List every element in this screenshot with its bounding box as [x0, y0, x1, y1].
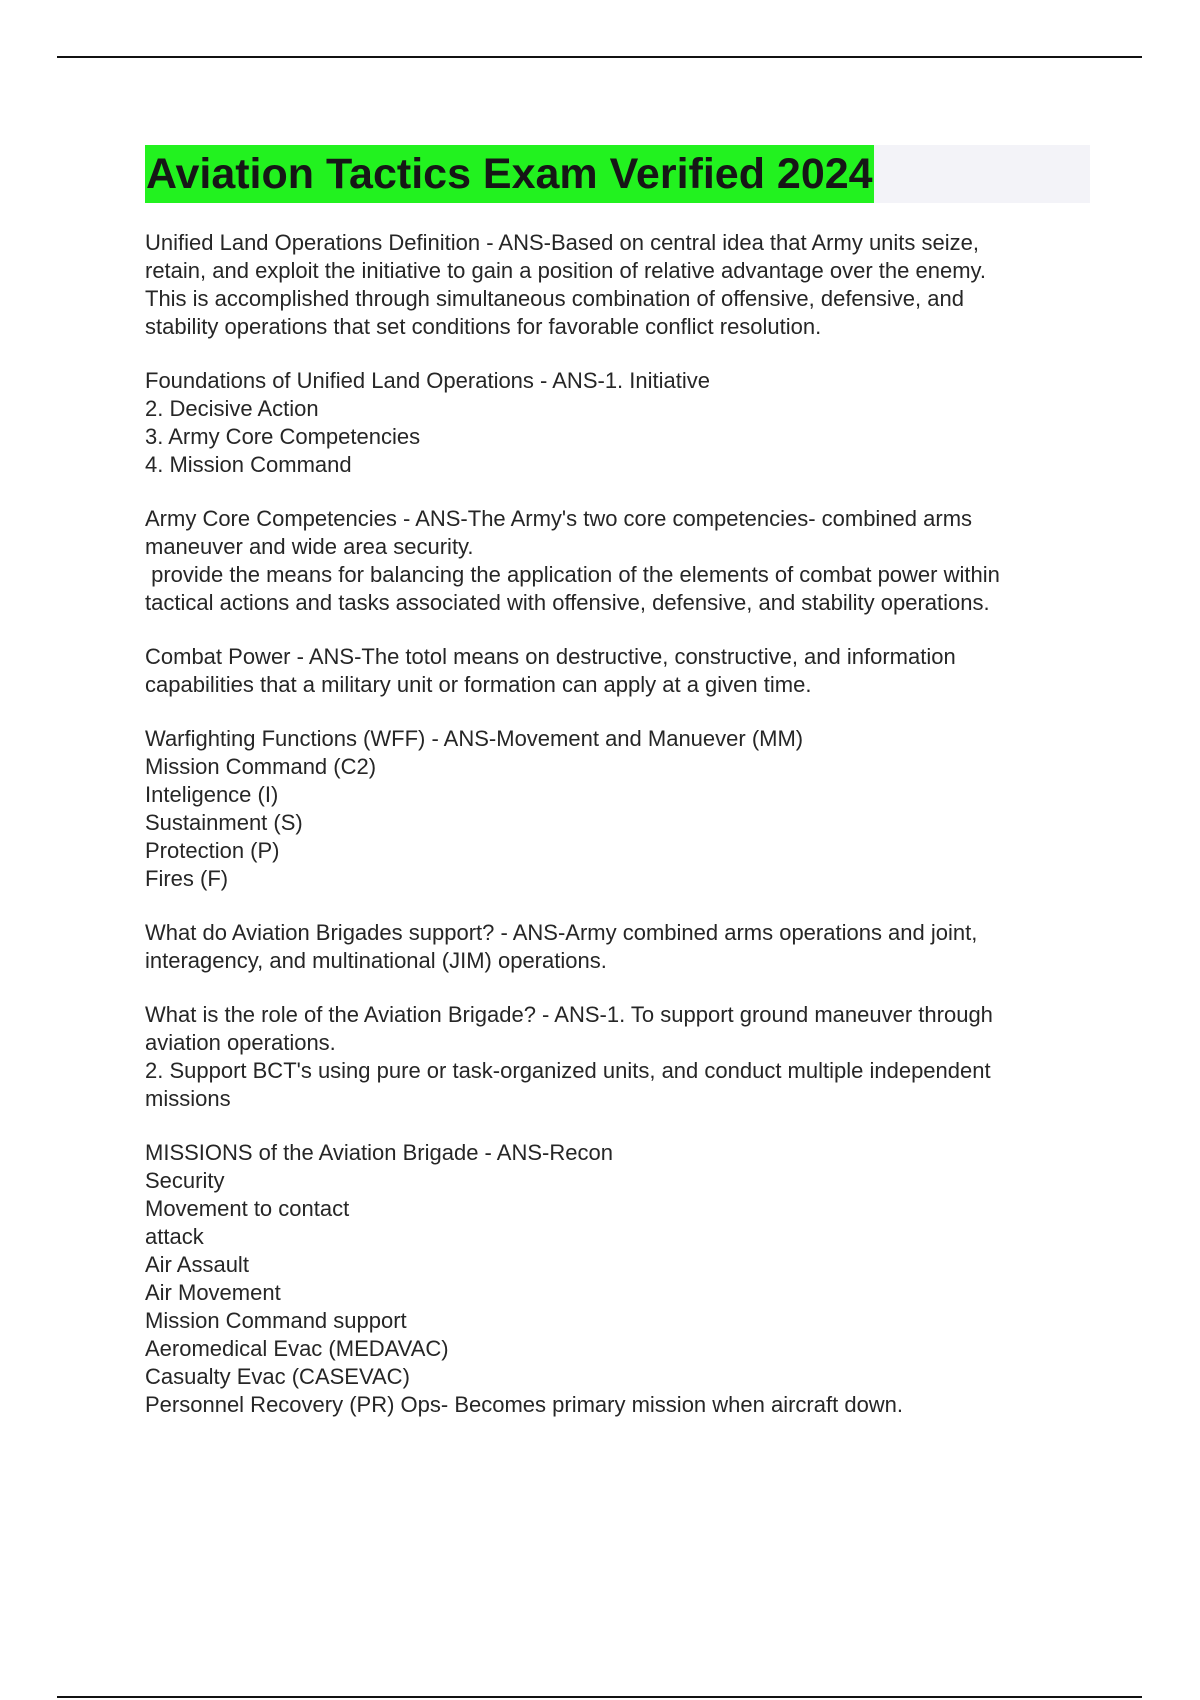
qa-line: MISSIONS of the Aviation Brigade - ANS-Recon [145, 1140, 613, 1165]
qa-entry [145, 643, 1090, 699]
qa-entry [145, 229, 1090, 341]
qa-line: What do Aviation Brigades support? - ANS-Army combined arms operations and joint, [145, 920, 978, 945]
qa-line: Foundations of Unified Land Operations - ANS-1. Initiative [145, 368, 710, 393]
page-title: Aviation Tactics Exam Verified 2024 [145, 145, 874, 203]
qa-line: Protection (P) [145, 838, 280, 863]
qa-line: 2. Decisive Action [145, 396, 319, 421]
qa-entry [145, 1139, 1090, 1419]
qa-line: Sustainment (S) [145, 810, 303, 835]
qa-line: Air Assault [145, 1252, 249, 1277]
qa-line: tactical actions and tasks associated with offensive, defensive, and stability operations. [145, 590, 990, 615]
qa-line: Fires (F) [145, 866, 229, 891]
qa-entry [145, 919, 1090, 975]
qa-line: Unified Land Operations Definition - ANS-Based on central idea that Army units seize, [145, 230, 980, 255]
qa-line: Inteligence (I) [145, 782, 279, 807]
qa-entry [145, 505, 1090, 617]
qa-line: This is accomplished through simultaneous combination of offensive, defensive, and [145, 286, 964, 311]
qa-line: Air Movement [145, 1280, 281, 1305]
qa-line: capabilities that a military unit or formation can apply at a given time. [145, 672, 812, 697]
qa-line: Aeromedical Evac (MEDAVAC) [145, 1336, 449, 1361]
document-body [145, 145, 1090, 1445]
qa-line: interagency, and multinational (JIM) operations. [145, 948, 607, 973]
qa-line: retain, and exploit the initiative to gain a position of relative advantage over the enemy. [145, 258, 987, 283]
top-rule [57, 56, 1142, 58]
qa-line: Army Core Competencies - ANS-The Army's two core competencies- combined arms [145, 506, 973, 531]
qa-line: Security [145, 1168, 225, 1193]
qa-list [145, 229, 1090, 1419]
qa-line: stability operations that set conditions for favorable conflict resolution. [145, 314, 822, 339]
qa-line: attack [145, 1224, 204, 1249]
qa-line: Warfighting Functions (WFF) - ANS-Movement and Manuever (MM) [145, 726, 804, 751]
qa-line: What is the role of the Aviation Brigade? - ANS-1. To support ground maneuver through [145, 1002, 993, 1027]
qa-entry [145, 367, 1090, 479]
qa-line: Mission Command support [145, 1308, 407, 1333]
qa-entry [145, 1001, 1090, 1113]
qa-line: Combat Power - ANS-The totol means on destructive, constructive, and information [145, 644, 956, 669]
qa-line: missions [145, 1086, 231, 1111]
qa-line: aviation operations. [145, 1030, 336, 1055]
qa-line: Movement to contact [145, 1196, 350, 1221]
qa-entry [145, 725, 1090, 893]
qa-line: Mission Command (C2) [145, 754, 377, 779]
bottom-rule [57, 1696, 1142, 1698]
qa-line: 2. Support BCT's using pure or task-organized units, and conduct multiple independent [145, 1058, 991, 1083]
qa-line: maneuver and wide area security. [145, 534, 474, 559]
qa-line: provide the means for balancing the application of the elements of combat power within [145, 562, 1000, 587]
qa-line: 4. Mission Command [145, 452, 352, 477]
qa-line: Casualty Evac (CASEVAC) [145, 1364, 410, 1389]
qa-line: 3. Army Core Competencies [145, 424, 421, 449]
qa-line: Personnel Recovery (PR) Ops- Becomes primary mission when aircraft down. [145, 1392, 904, 1417]
title-block [145, 145, 1090, 203]
